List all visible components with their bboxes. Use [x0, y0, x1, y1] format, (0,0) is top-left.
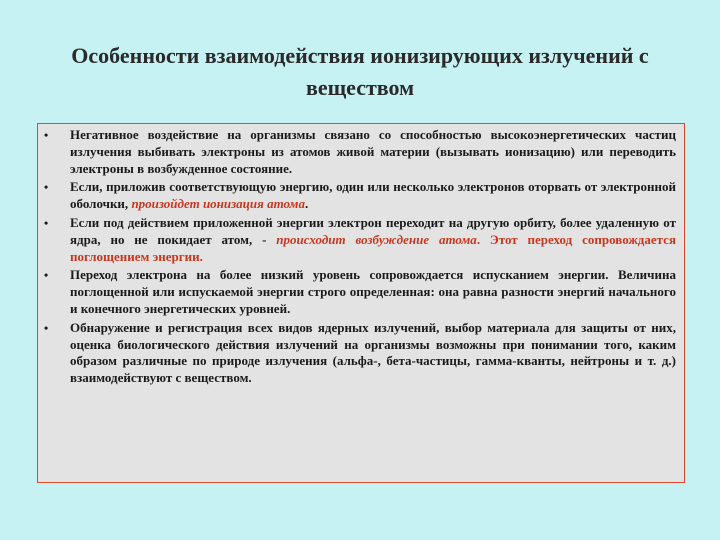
bullet-item-4 — [38, 267, 676, 317]
bullet-item-5-text: Обнаружение и регистрация всех видов ядерных излучений, выбор материала для защиты от них, оценка биологического действия излучений на организмы возможны при понимании того, каким образом различные по природе излучения (альфа-, бета-частицы, гамма-кванты, нейтроны и т. д.) взаимодействуют с веществом. — [70, 319, 676, 386]
bullet-marker: • — [44, 128, 49, 142]
slide-title — [30, 40, 690, 104]
bullet-item-2-highlight: произойдет ионизация атома — [131, 196, 305, 212]
bullet-item-3-text: Если под действием приложенной энергии электрон переходит на другую орбиту, более удаленную от ядра, но не покидает атом, - — [70, 214, 676, 247]
bullet-marker: • — [44, 268, 49, 283]
bullet-item-3-highlight: происходит возбуждение атома — [276, 231, 477, 247]
bullet-marker: • — [44, 180, 49, 195]
bullet-item-3-tail: . Этот переход сопровождается поглощением энергии. — [70, 231, 676, 264]
bullet-marker: • — [44, 215, 49, 230]
bullet-item-2 — [38, 179, 676, 213]
bullet-item-5 — [38, 320, 676, 387]
bullet-item-2-end: . — [304, 196, 309, 212]
bullet-item-3 — [38, 215, 676, 265]
bullet-item-4-text: Переход электрона на более низкий уровень сопровождается испусканием энергии. Величина поглощенной или испускаемой энергии строго определенная: она равна разности энергий начального и конечного энергетических уровней. — [70, 267, 676, 316]
bullet-item-1-text: Негативное воздействие на организмы связано со способностью высокоэнергетических частиц излучения выбивать электроны из атомов живой материи (вызывать ионизацию) или переводить электроны в возбужденное состояние. — [70, 127, 676, 176]
content-box — [37, 123, 685, 483]
bullet-item-2-text: Если, приложив соответствующую энергию, один или несколько электронов оторвать от электронной оболочки, — [70, 179, 676, 212]
slide-title-line-2: веществом — [305, 75, 415, 100]
bullet-item-1 — [38, 127, 676, 177]
slide-title-line-1: Особенности взаимодействия ионизирующих излучений с — [71, 43, 649, 68]
bullet-marker: • — [44, 320, 49, 335]
